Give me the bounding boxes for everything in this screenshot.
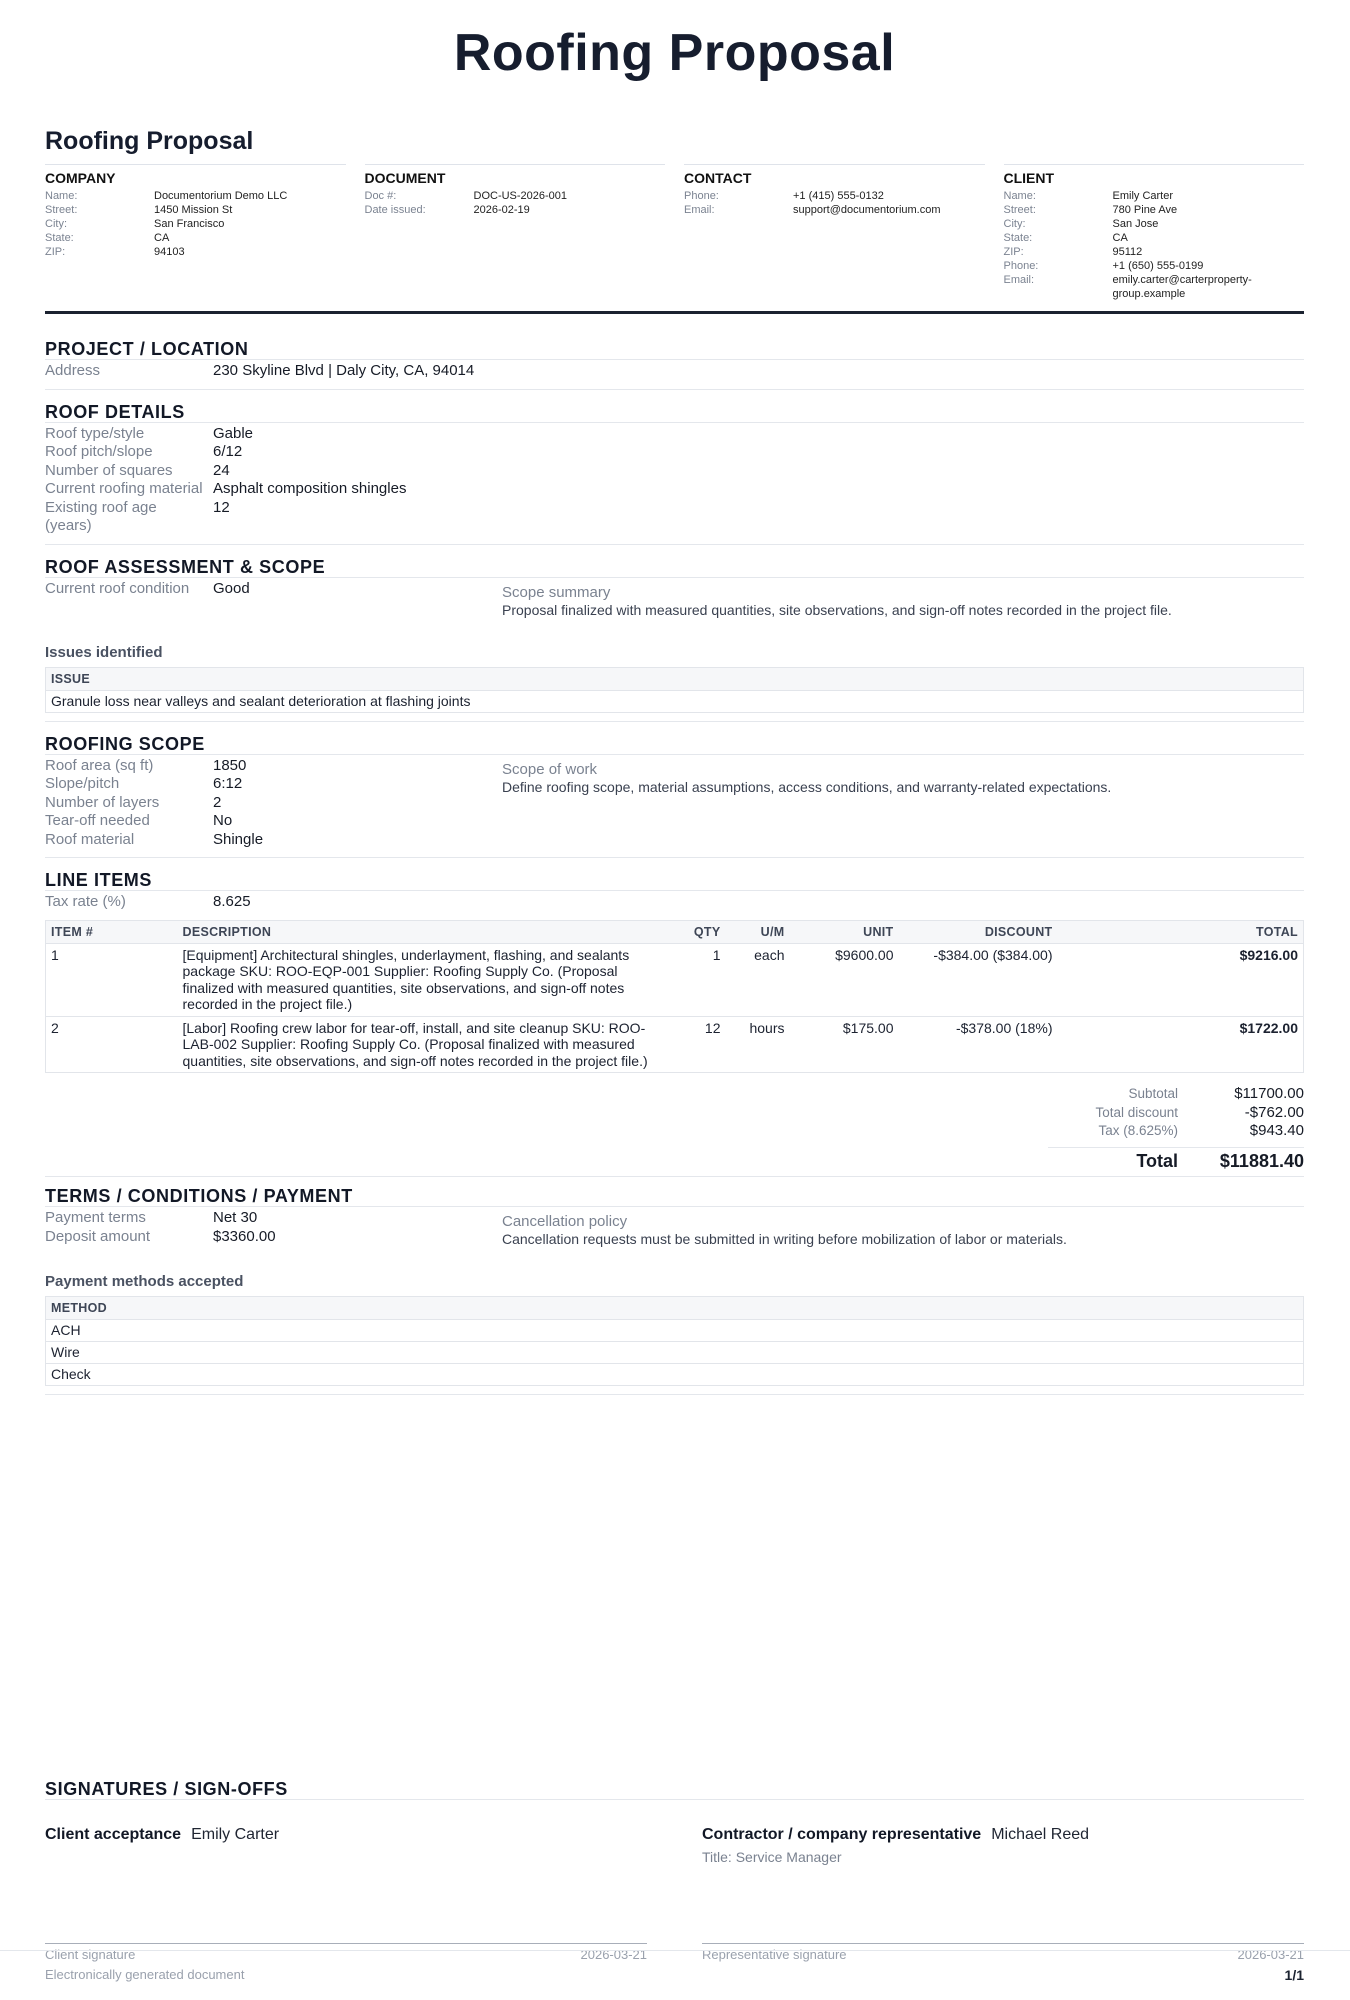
detail-row (45, 480, 1304, 499)
document-block (365, 164, 666, 301)
line-item-discount: -$378.00 (18%) (899, 1016, 1058, 1073)
methods-body (46, 1320, 1304, 1386)
table-row (46, 1342, 1304, 1364)
line-item-item: 1 (46, 943, 178, 1016)
field-value: +1 (415) 555-0132 (793, 190, 884, 202)
address-row (45, 362, 1304, 381)
field-value: +1 (650) 555-0199 (1112, 260, 1204, 272)
client-heading: CLIENT (1003, 170, 1055, 186)
rep-signature-line[interactable] (702, 1943, 1304, 1944)
assessment-body (45, 578, 1304, 722)
roof-details-body (45, 423, 1304, 545)
detail-label: Number of squares (45, 461, 173, 479)
field-row (45, 245, 346, 259)
rep-label: Contractor / company representative (702, 1826, 982, 1843)
signatures-section (45, 1778, 1304, 1962)
roofing-scope-body (45, 755, 1304, 859)
line-item-qty: 12 (658, 1016, 726, 1073)
line-item-unit: $9600.00 (790, 943, 899, 1016)
table-row (46, 690, 1304, 712)
rep-signature-label: Representative signature (702, 1947, 847, 1962)
field-label: State: (1003, 232, 1033, 244)
roofing-scope-heading: ROOFING SCOPE (45, 733, 1304, 755)
document-page (45, 0, 1304, 1962)
client-acceptance-label: Client acceptance (45, 1826, 182, 1843)
detail-row (45, 812, 502, 831)
project-heading: PROJECT / LOCATION (45, 338, 1304, 360)
field-label: Street: (45, 204, 78, 216)
field-label: Email: (1003, 274, 1035, 286)
line-item-um: each (726, 943, 790, 1016)
detail-value: 12 (213, 498, 230, 516)
document-title: Roofing Proposal (453, 24, 896, 82)
detail-label: Slope/pitch (45, 775, 120, 792)
detail-row (45, 831, 502, 850)
col-um: U/M (726, 920, 790, 943)
roof-details-heading: ROOF DETAILS (45, 401, 1304, 423)
client-signature-label: Client signature (45, 1947, 136, 1962)
roof-details-fields (45, 425, 1304, 536)
detail-value: Shingle (213, 830, 264, 848)
detail-row (45, 1209, 502, 1228)
tax-rate-label: Tax rate (%) (45, 893, 126, 910)
col-unit: UNIT (790, 920, 899, 943)
field-label: Date issued: (364, 204, 426, 216)
grand-total-label: Total (1136, 1150, 1178, 1171)
signatures-heading: SIGNATURES / SIGN-OFFS (45, 1778, 1304, 1800)
contact-heading: CONTACT (684, 170, 752, 186)
field-label: Phone: (684, 190, 719, 202)
scope-of-work-label: Scope of work (502, 760, 598, 778)
field-value: CA (1112, 232, 1128, 244)
condition-value: Good (213, 579, 250, 597)
scope-summary-text: Proposal finalized with measured quantities, site observations, and sign-off notes recorded in the project file. (502, 601, 1172, 618)
subtotal-label: Subtotal (1128, 1086, 1178, 1101)
field-row (1004, 203, 1305, 217)
detail-label: Roof type/style (45, 424, 145, 442)
detail-row (45, 462, 1304, 481)
line-item-unit: $175.00 (790, 1016, 899, 1073)
scope-summary-label: Scope summary (502, 583, 611, 601)
line-items-heading: LINE ITEMS (45, 869, 1304, 891)
terms-section (45, 1176, 1304, 1395)
line-item-total: $9216.00 (1058, 943, 1304, 1016)
field-row (684, 203, 985, 217)
field-value: CA (154, 232, 170, 244)
scope-of-work-text: Define roofing scope, material assumptions, access conditions, and warranty-related expectations. (502, 778, 1112, 795)
company-heading: COMPANY (45, 170, 116, 186)
footer-note: Electronically generated document (45, 1967, 245, 1982)
field-label: Street: (1003, 204, 1036, 216)
project-section (45, 338, 1304, 390)
rep-signature-block (702, 1826, 1304, 1962)
field-row (365, 203, 666, 217)
roofing-scope-fields (45, 757, 502, 850)
detail-row (45, 499, 1304, 536)
field-label: ZIP: (1003, 246, 1024, 258)
field-label: Name: (45, 190, 78, 202)
field-row (45, 203, 346, 217)
tax-rate-value: 8.625 (213, 893, 251, 910)
field-value: support@documentorium.com (793, 204, 941, 216)
field-row (45, 217, 346, 231)
subtotal-value: $11700.00 (1234, 1085, 1304, 1102)
client-fields (1004, 189, 1305, 301)
col-total: TOTAL (1058, 920, 1304, 943)
detail-value: Net 30 (213, 1209, 258, 1226)
field-row (1004, 259, 1305, 273)
line-item-discount: -$384.00 ($384.00) (899, 943, 1058, 1016)
detail-row (45, 1228, 502, 1247)
condition-label: Current roof condition (45, 579, 190, 597)
client-block (1004, 164, 1305, 301)
detail-value: Gable (213, 424, 254, 442)
field-row (45, 189, 346, 203)
project-body (45, 360, 1304, 390)
terms-body (45, 1207, 1304, 1395)
col-item: ITEM # (46, 920, 178, 943)
contact-block (684, 164, 985, 301)
issues-col-header: ISSUE (46, 667, 1304, 690)
issues-body (46, 690, 1304, 712)
tax-value: $943.40 (1249, 1122, 1304, 1139)
detail-row (45, 757, 502, 776)
detail-row (45, 794, 502, 813)
field-value: San Francisco (154, 218, 225, 230)
detail-label: Existing roof age (years) (45, 498, 157, 534)
roof-details-section (45, 401, 1304, 545)
field-label: Email: (684, 204, 715, 216)
address-label: Address (45, 362, 101, 379)
field-label: City: (1003, 218, 1026, 230)
line-item-desc: [Labor] Roofing crew labor for tear-off, install, and site cleanup SKU: ROO-LAB-002 Supplier: Roofing Supply Co. (Proposal finalized with measured quantities, site observations, and sign-off notes recorded in the project file.) (178, 1016, 658, 1073)
totals-block (1048, 1085, 1304, 1170)
detail-row (45, 425, 1304, 444)
field-label: Doc #: (364, 190, 397, 202)
document-fields (365, 189, 666, 217)
line-item-item: 2 (46, 1016, 178, 1073)
field-label: State: (45, 232, 74, 244)
payment-methods-table (45, 1296, 1304, 1386)
document-subtitle: Roofing Proposal (45, 127, 254, 155)
detail-label: Number of layers (45, 793, 160, 811)
address-value: 230 Skyline Blvd | Daly City, CA, 94014 (213, 362, 475, 379)
detail-label: Payment terms (45, 1209, 146, 1226)
col-description: DESCRIPTION (178, 920, 658, 943)
detail-value: $3360.00 (213, 1227, 276, 1245)
field-label: Phone: (1003, 260, 1039, 272)
issues-heading: Issues identified (45, 643, 163, 661)
detail-row (45, 443, 1304, 462)
issues-table (45, 667, 1304, 713)
roofing-scope-section (45, 733, 1304, 859)
detail-value: 6/12 (213, 443, 243, 460)
tax-rate-row (45, 893, 1304, 912)
col-qty: QTY (658, 920, 726, 943)
detail-label: Deposit amount (45, 1227, 151, 1245)
field-value: 94103 (154, 246, 185, 258)
detail-value: 6:12 (213, 775, 243, 792)
detail-label: Roof material (45, 830, 135, 848)
detail-value: Asphalt composition shingles (213, 480, 407, 497)
field-label: City: (45, 218, 67, 230)
contact-fields (684, 189, 985, 217)
client-signature-line[interactable] (45, 1943, 647, 1944)
col-discount: DISCOUNT (899, 920, 1058, 943)
field-value: 1450 Mission St (154, 204, 233, 216)
field-label: Name: (1003, 190, 1036, 202)
field-row (1004, 231, 1305, 245)
detail-label: Roof area (sq ft) (45, 756, 154, 774)
methods-col-header: METHOD (46, 1297, 1304, 1320)
detail-label: Current roofing material (45, 480, 203, 497)
field-row (1004, 217, 1305, 231)
field-value: emily.carter@carterproperty-group.example (1112, 274, 1252, 300)
table-cell: Check (46, 1364, 1304, 1386)
discount-label: Total discount (1095, 1104, 1178, 1120)
field-row (1004, 245, 1305, 259)
assessment-heading: ROOF ASSESSMENT & SCOPE (45, 556, 1304, 578)
header-info (45, 164, 1304, 314)
line-item-um: hours (726, 1016, 790, 1073)
detail-label: Tear-off needed (45, 812, 150, 829)
detail-value: No (213, 812, 233, 829)
grand-total-value: $11881.40 (1219, 1150, 1304, 1171)
field-value: DOC-US-2026-001 (473, 190, 568, 202)
table-cell: Wire (46, 1342, 1304, 1364)
field-value: 95112 (1112, 246, 1143, 258)
detail-value: 24 (213, 461, 230, 479)
line-items-section (45, 869, 1304, 1170)
rep-signature-date: 2026-03-21 (1237, 1947, 1304, 1962)
tax-label: Tax (8.625%) (1098, 1123, 1178, 1138)
client-signature-date: 2026-03-21 (580, 1947, 647, 1962)
table-cell: Granule loss near valleys and sealant deterioration at flashing joints (46, 690, 1304, 712)
cancellation-text: Cancellation requests must be submitted in writing before mobilization of labor or materials. (502, 1231, 1067, 1247)
terms-fields (45, 1209, 502, 1246)
line-item-qty: 1 (658, 943, 726, 1016)
field-row (1004, 273, 1305, 301)
detail-row (45, 775, 502, 794)
detail-label: Roof pitch/slope (45, 443, 153, 460)
company-block (45, 164, 346, 301)
client-signature-block (45, 1826, 647, 1962)
client-name: Emily Carter (191, 1826, 280, 1843)
field-value: 780 Pine Ave (1112, 204, 1178, 216)
field-row (1004, 189, 1305, 203)
line-items-body (46, 943, 1304, 1073)
table-row (46, 1320, 1304, 1342)
line-item-row (46, 943, 1304, 1016)
terms-heading: TERMS / CONDITIONS / PAYMENT (45, 1185, 1304, 1207)
table-cell: ACH (46, 1320, 1304, 1342)
detail-value: 1850 (213, 756, 247, 774)
document-heading: DOCUMENT (364, 170, 446, 186)
field-value: Documentorium Demo LLC (154, 190, 288, 202)
company-fields (45, 189, 346, 259)
line-item-desc: [Equipment] Architectural shingles, underlayment, flashing, and sealants package SKU: ROO-EQP-001 Supplier: Roofing Supply Co. (Proposal finalized with measured quantities, site observations, and sign-off notes recorded in the project file.) (178, 943, 658, 1016)
condition-row (45, 580, 502, 599)
rep-title: Title: Service Manager (702, 1849, 842, 1865)
detail-value: 2 (213, 793, 222, 811)
table-row (46, 1364, 1304, 1386)
field-value: 2026-02-19 (473, 204, 530, 216)
line-item-total: $1722.00 (1058, 1016, 1304, 1073)
field-value: Emily Carter (1112, 190, 1174, 202)
cancellation-label: Cancellation policy (502, 1213, 628, 1230)
field-row (684, 189, 985, 203)
rep-name: Michael Reed (991, 1826, 1090, 1843)
field-value: San Jose (1112, 218, 1159, 230)
line-items-table (45, 920, 1304, 1074)
field-label: ZIP: (45, 246, 66, 258)
assessment-section (45, 556, 1304, 722)
page-number: 1/1 (1284, 1967, 1304, 1983)
field-row (45, 231, 346, 245)
payment-methods-heading: Payment methods accepted (45, 1273, 244, 1290)
field-row (365, 189, 666, 203)
line-item-row (46, 1016, 1304, 1073)
discount-value: -$762.00 (1244, 1103, 1304, 1121)
